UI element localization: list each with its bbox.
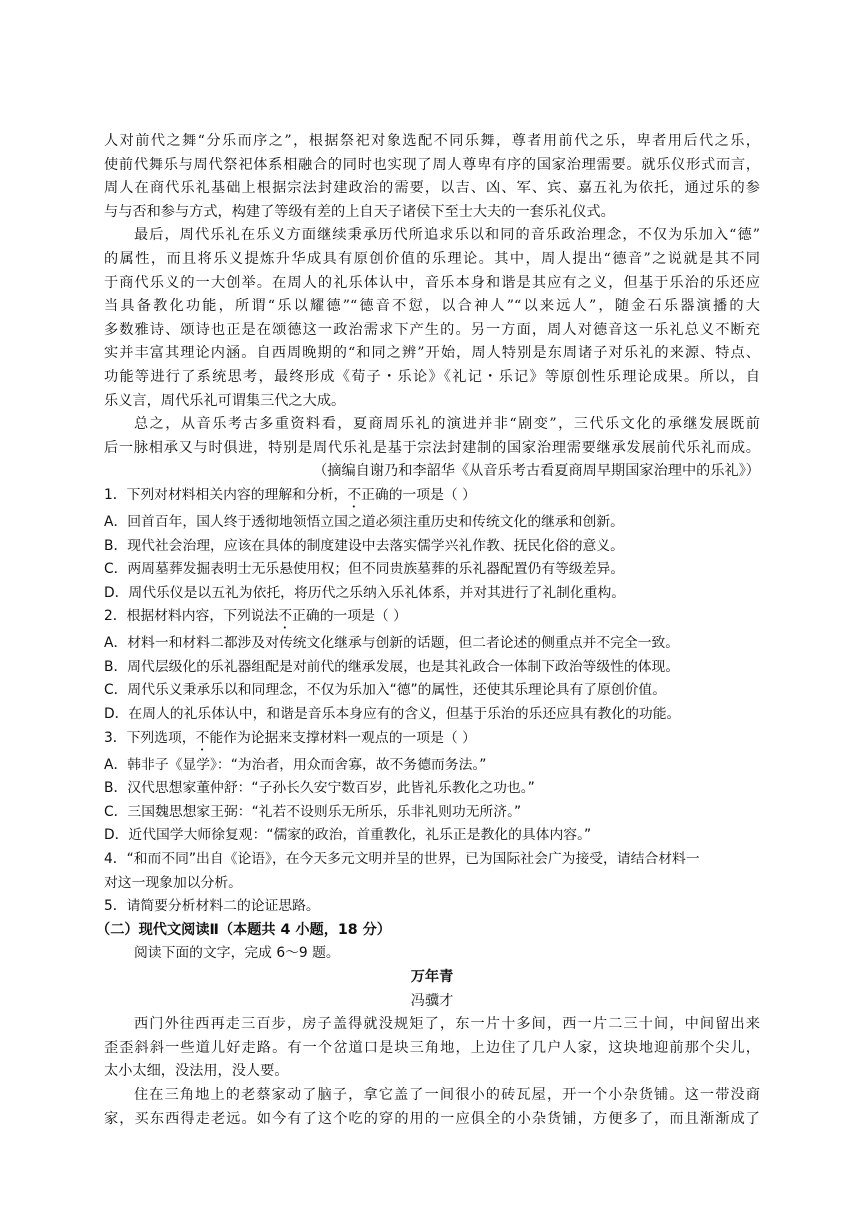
question-3 xyxy=(104,727,760,848)
text-line: 太小太细，没法用，没人要。 xyxy=(104,1063,289,1080)
option-a: A．回首百年，国人终于透彻地领悟立国之道必须注重历史和传统文化的继承和创新。 xyxy=(104,513,624,530)
emphasis-mark: 不 xyxy=(195,729,210,746)
emphasis-mark: 不 xyxy=(278,608,293,625)
source-citation: （摘编自谢乃和李韶华《从音乐考古看夏商周早期国家治理中的乐礼》） xyxy=(313,463,760,480)
text-line: 西门外往西再走三百步，房子盖得就没规矩了，东一片十多间，西一片二三十间，中间留出来 xyxy=(134,1016,760,1033)
question-5 xyxy=(104,895,760,919)
option-d: D．周代乐仪是以五礼为依托，将历代之乐纳入乐礼体系，并对其进行了礼制化重构。 xyxy=(104,584,626,601)
text-line: 使前代舞乐与周代祭祀体系相融合的同时也实现了周人尊卑有序的国家治理需要。就乐仪形式而言， xyxy=(104,156,760,173)
text-line: 住在三角地上的老蔡家动了脑子，拿它盖了一间很小的砖瓦屋，开一个小杂货铺。这一带没商 xyxy=(134,1086,760,1103)
question-2 xyxy=(104,605,760,726)
text-line: 人对前代之舞“分乐而序之”，根据祭祀对象选配不同乐舞，尊者用前代之乐，卑者用后代之乐， xyxy=(104,133,760,149)
text-line: 功能等进行了系统思考，最终形成《荀子・乐论》《礼记・乐记》等原创性乐理论成果。所以，自 xyxy=(104,368,760,385)
option-d: D．在周人的礼乐体认中，和谐是音乐本身应有的含义，但基于乐治的乐还应具有教化的功能。 xyxy=(104,706,681,723)
text-line: 的属性，而且将乐义提炼升华成具有原创价值的乐理论。其中，周人提出“德音”之说就是其不同 xyxy=(104,250,760,267)
section-instruction: 阅读下面的文字，完成 6～9 题。 xyxy=(134,945,340,962)
text-line: 与与否和参与方式，构建了等级有差的上自天子诸侯下至士大夫的一套乐礼仪式。 xyxy=(104,203,615,220)
section-heading: （二）现代文阅读Ⅱ（本题共 4 小题，18 分） xyxy=(96,921,391,938)
option-d: D．近代国学大师徐复观：“儒家的政治，首重教化，礼乐正是教化的具体内容。” xyxy=(104,827,592,844)
text-line: 家，买东西得走老远。如今有了这个吃的穿的用的一应俱全的小杂货铺，方便多了，而且渐渐成了 xyxy=(104,1110,760,1127)
option-c: C．三国魏思想家王弼：“礼若不设则乐无所乐，乐非礼则功无所济。” xyxy=(104,803,522,820)
text-line: 总之，从音乐考古多重资料看，夏商周乐礼的演进并非“剧变”，三代乐文化的承继发展既前 xyxy=(134,416,760,433)
text-line: 当具备教化功能，所谓“乐以耀德”“德音不愆，以合神人”“以来远人”，随金石乐器演播的大 xyxy=(104,298,760,315)
text-line: 乐义言，周代乐礼可谓集三代之大成。 xyxy=(104,392,346,409)
text-line: 周人在商代乐礼基础上根据宗法封建政治的需要，以吉、凶、军、宾、嘉五礼为依托，通过乐的参 xyxy=(104,180,760,197)
text-line: 多数雅诗、颂诗也正是在颂德这一政治需求下产生的。另一方面，周人对德音这一乐礼总义不断充 xyxy=(104,321,760,338)
text-line: 后一脉相承又与时俱进，特别是周代乐礼是基于宗法封建制的国家治理需要继承发展前代乐礼而成。 xyxy=(104,439,760,456)
question-stem: 2．根据材料内容，下列说法不正确的一项是（ ） xyxy=(104,608,407,625)
story-author: 冯骥才 xyxy=(410,992,454,1009)
passage-material-2 xyxy=(104,130,760,484)
question-stem: 4．“和而不同”出自《论语》，在今天多元文明并呈的世界，已为国际社会广为接受，请结合材料一 xyxy=(104,851,700,868)
document-body xyxy=(96,130,760,1131)
text-line: 于商代乐义的一大创举。在周人的礼乐体认中，音乐本身和谐是其应有之义，但基于乐治的乐还应 xyxy=(104,274,760,291)
option-b: B．汉代思想家董仲舒：“子孙长久安宁数百岁，此皆礼乐教化之功也。” xyxy=(104,780,535,797)
option-b: B．现代社会治理，应该在具体的制度建设中去落实儒学兴礼作教、抚民化俗的意义。 xyxy=(104,537,624,554)
option-b: B．周代层级化的乐礼器组配是对前代的继承发展，也是其礼政合一体制下政治等级性的体现。 xyxy=(104,658,680,675)
option-a: A．韩非子《显学》：“为治者，用众而舍寡，故不务德而务法。” xyxy=(104,756,487,773)
text-line: 歪歪斜斜一些道儿好走路。有一个岔道口是块三角地，上边住了几户人家，这块地迎前那个尖儿， xyxy=(104,1039,760,1056)
question-stem-continued: 对这一现象加以分析。 xyxy=(104,874,242,891)
option-a: A．材料一和材料二都涉及对传统文化继承与创新的话题，但二者论述的侧重点并不完全一致。 xyxy=(104,635,680,652)
option-c: C．周代乐义秉承乐以和同理念，不仅为乐加入“德”的属性，还使其乐理论具有了原创价值。 xyxy=(104,682,667,699)
question-stem: 5．请简要分析材料二的论证思路。 xyxy=(104,898,320,915)
emphasis-mark: 不 xyxy=(347,486,362,503)
section-modern-reading-2 xyxy=(96,919,760,1131)
question-stem: 3．下列选项，不能作为论据来支撑材料一观点的一项是（ ） xyxy=(104,729,476,746)
story-title: 万年青 xyxy=(410,969,454,985)
question-stem: 1．下列对材料相关内容的理解和分析，不正确的一项是（ ） xyxy=(104,486,476,503)
question-4 xyxy=(104,848,760,895)
text-line: 最后，周代乐礼在乐义方面继续秉承历代所追求乐以和同的音乐政治理念，不仅为乐加入“德” xyxy=(134,227,760,244)
option-c: C．两周墓葬发掘表明士无乐悬使用权；但不同贵族墓葬的乐礼器配置仍有等级差异。 xyxy=(104,561,625,578)
text-line: 实并丰富其理论内涵。自西周晚期的“和同之辨”开始，周人特别是东周诸子对乐礼的来源、特点、 xyxy=(104,345,760,362)
question-1 xyxy=(104,484,760,605)
